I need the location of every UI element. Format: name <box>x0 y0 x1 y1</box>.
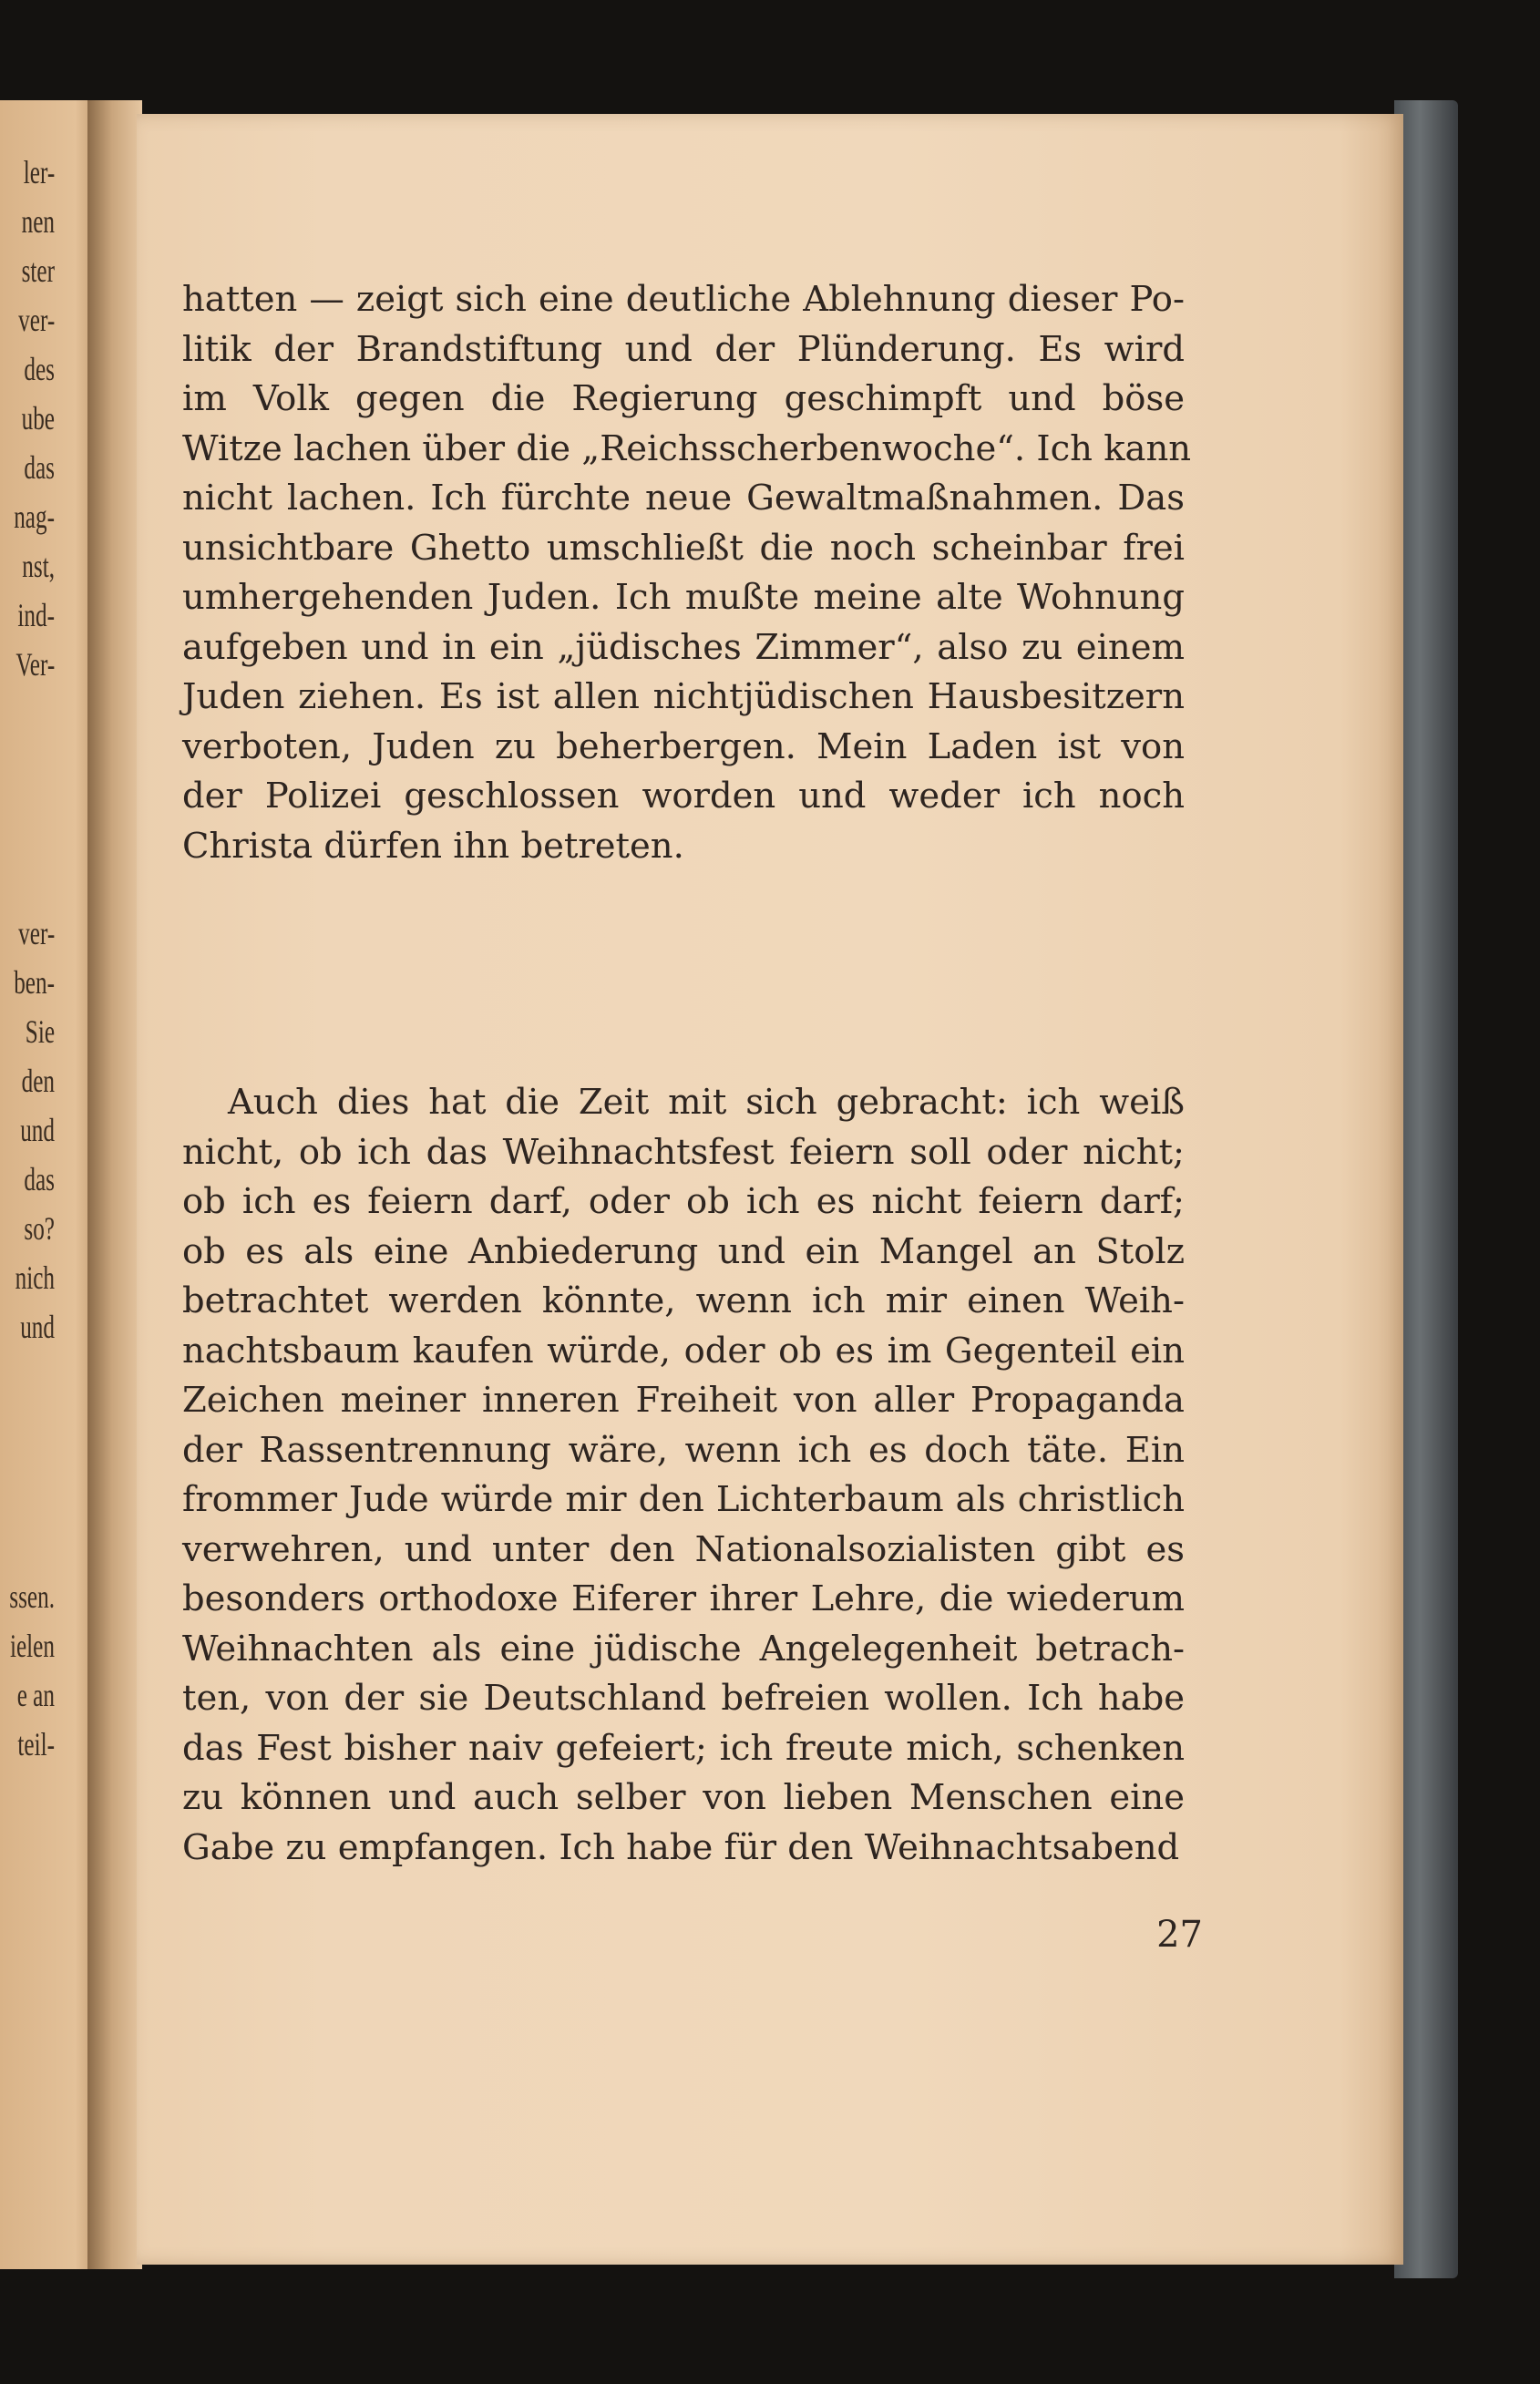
left-page-fragment: des <box>24 351 55 387</box>
text-line: ob ich es feiern darf, oder ob ich es nicht feiern darf; <box>182 1181 1185 1222</box>
text-line: Auch dies hat die Zeit mit sich gebracht: ich weiß <box>228 1082 1185 1123</box>
left-page-fragment: e an <box>16 1677 55 1713</box>
text-line: frommer Jude würde mir den Lichterbaum als christlich <box>182 1479 1185 1520</box>
left-page-fragment: Sie <box>25 1013 55 1050</box>
left-page-fragment: ben- <box>14 964 55 1001</box>
left-page-fragment: das <box>24 449 55 486</box>
left-page-fragment: nen <box>21 203 55 240</box>
text-line: im Volk gegen die Regierung geschimpft und böse <box>182 378 1185 419</box>
paragraph-2 <box>182 1078 1185 1873</box>
left-page-fragment: ssen. <box>9 1578 55 1615</box>
left-page-fragment: so? <box>24 1210 55 1247</box>
text-line: nicht lachen. Ich fürchte neue Gewaltmaßnahmen. Das <box>182 478 1185 519</box>
text-line: verboten, Juden zu beherbergen. Mein Laden ist von <box>182 725 1185 767</box>
left-page-fragment: ster <box>21 252 55 289</box>
left-page-fragment: nst, <box>22 548 55 584</box>
text-line: nachtsbaum kaufen würde, oder ob es im Gegenteil ein <box>182 1330 1185 1372</box>
paragraph-1 <box>182 275 1192 871</box>
text-line: das Fest bisher naiv gefeiert; ich freute mich, schenken <box>182 1727 1185 1769</box>
left-page-fragment: ver- <box>17 302 55 338</box>
text-line: der Polizei geschlossen worden und weder ich noch <box>182 776 1185 817</box>
left-page-fragment: ler- <box>23 154 55 190</box>
text-line: der Rassentrennung wäre, wenn ich es doch täte. Ein <box>182 1429 1185 1471</box>
text-line: besonders orthodoxe Eiferer ihrer Lehre, die wiederum <box>182 1578 1185 1619</box>
text-line: Zeichen meiner inneren Freiheit von aller Propaganda <box>182 1380 1185 1421</box>
book-gutter <box>87 100 142 2269</box>
text-line: Gabe zu empfangen. Ich habe für den Weihnachtsabend <box>182 1826 1180 1868</box>
left-page-fragment: ind- <box>17 597 55 633</box>
left-page-fragment: und <box>20 1309 55 1345</box>
left-page-fragment: nich <box>15 1259 55 1296</box>
left-page-fragment: ielen <box>10 1628 55 1664</box>
text-line: Juden ziehen. Es ist allen nichtjüdischen Hausbesitzern <box>182 676 1185 717</box>
left-page-fragment: und <box>20 1112 55 1148</box>
text-line: umhergehenden Juden. Ich mußte meine alte Wohnung <box>182 577 1185 618</box>
left-page-fragment: den <box>21 1063 55 1099</box>
text-line: Weihnachten als eine jüdische Angelegenheit betrach- <box>182 1628 1185 1670</box>
text-line: ob es als eine Anbiederung und ein Mangel an Stolz <box>182 1230 1185 1272</box>
text-line: Witze lachen über die „Reichsscherbenwoche“. Ich kann <box>182 427 1192 469</box>
text-line: nicht, ob ich das Weihnachtsfest feiern soll oder nicht; <box>182 1131 1185 1173</box>
left-page-fragment: ver- <box>17 915 55 951</box>
text-line: betrachtet werden könnte, wenn ich mir einen Weih- <box>182 1280 1185 1321</box>
left-page-fragment: teil- <box>17 1726 55 1762</box>
left-page-fragment: ube <box>21 400 55 437</box>
book-cover-edge <box>1394 100 1458 2278</box>
right-page <box>137 114 1403 2265</box>
text-line: hatten — zeigt sich eine deutliche Ablehnung dieser Po- <box>182 279 1185 320</box>
text-line: unsichtbare Ghetto umschließt die noch scheinbar frei <box>182 527 1185 569</box>
page-number: 27 <box>1156 1914 1203 1956</box>
left-page-fragment: nag- <box>14 498 55 535</box>
left-page-fragment: Ver- <box>15 646 55 683</box>
text-line: ten, von der sie Deutschland befreien wollen. Ich habe <box>182 1678 1185 1719</box>
text-line: verwehren, und unter den Nationalsozialisten gibt es <box>182 1528 1185 1570</box>
text-line: litik der Brandstiftung und der Plünderung. Es wird <box>182 328 1185 370</box>
text-line: Christa dürfen ihn betreten. <box>182 825 684 867</box>
text-line: aufgeben und in ein „jüdisches Zimmer“, also zu einem <box>182 626 1185 668</box>
text-line: zu können und auch selber von lieben Menschen eine <box>182 1777 1185 1818</box>
left-page-fragment: das <box>24 1161 55 1197</box>
